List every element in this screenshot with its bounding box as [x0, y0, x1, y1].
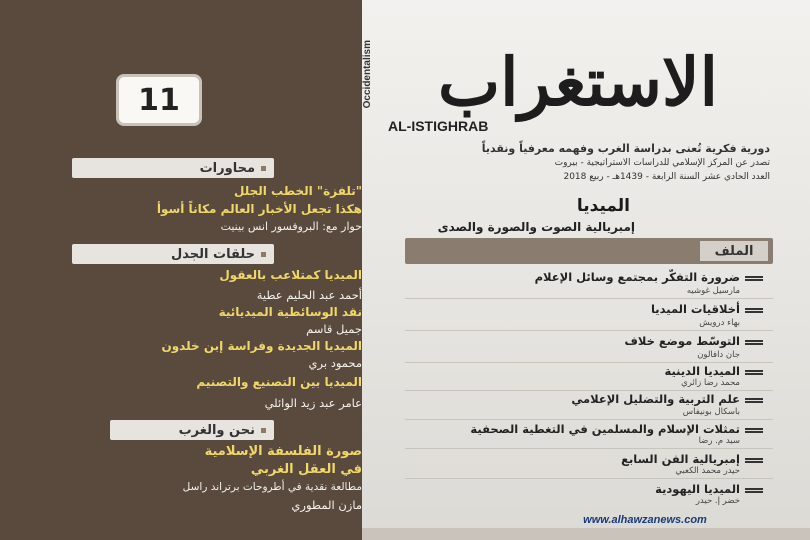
- list-bullet-icon: [745, 488, 763, 494]
- article-subtitle: مطالعة نقدية في أطروحات برتراند راسل: [182, 481, 362, 493]
- article-author: جميل قاسم: [306, 322, 362, 336]
- section-heading-text: حلقات الجدل: [171, 246, 255, 262]
- theme-title: الميديا: [576, 196, 630, 216]
- file-item-author: خضر إ. حيدر: [695, 496, 740, 506]
- divider: [405, 298, 773, 299]
- file-item-author: سيد م. رضا: [698, 436, 740, 446]
- masthead-title: الاستغراب: [438, 43, 718, 121]
- list-bullet-icon: [745, 340, 763, 346]
- article-title: الميديا الجديدة وفراسة إبن خلدون: [161, 339, 362, 353]
- file-item-title: ضرورة التفكّر بمجتمع وسائل الإعلام: [534, 270, 740, 284]
- article-author: عامر عبد زيد الوائلي: [264, 396, 362, 410]
- article-title: هكذا تجعل الأخبار العالم مكاناً أسوأ: [156, 202, 362, 216]
- divider: [405, 448, 773, 449]
- divider: [405, 362, 773, 363]
- file-item-author: محمد رضا زائري: [681, 378, 740, 388]
- article-author: حوار مع: البروفسور انس بينيت: [220, 220, 362, 233]
- list-bullet-icon: [745, 370, 763, 376]
- tagline: دورية فكرية تُعنى بدراسة الغرب وفهمه معرفياً ونقدياً: [481, 142, 770, 155]
- article-title: الميديا كمتلاعب بالعقول: [219, 268, 362, 282]
- section-heading-text: نحن والغرب: [178, 422, 255, 438]
- list-bullet-icon: [745, 428, 763, 434]
- article-author: مازن المطوري: [291, 498, 362, 512]
- file-item-author: حيدر محمد الكعبي: [675, 466, 740, 476]
- masthead-latin: AL-ISTIGHRAB: [388, 118, 489, 134]
- divider: [405, 390, 773, 391]
- divider: [405, 478, 773, 479]
- file-item-title: الميديا الدينية: [664, 364, 740, 378]
- article-author: أحمد عبد الحليم عطية: [256, 288, 362, 302]
- file-item-title: التوسّط موضع خلاف: [624, 334, 740, 348]
- article-title: في العقل الغربي: [250, 462, 362, 477]
- file-item-author: جان دافالون: [697, 350, 740, 360]
- file-item-title: علم التربية والتضليل الإعلامي: [571, 392, 740, 406]
- publisher-line: تصدر عن المركز الإسلامي للدراسات الاستراتيجية - بيروت: [554, 158, 770, 168]
- file-item-author: بهاء درويش: [699, 318, 740, 328]
- list-bullet-icon: [745, 458, 763, 464]
- divider: [405, 419, 773, 420]
- theme-subtitle: إمبريالية الصوت والصورة والصدى: [437, 220, 635, 234]
- article-title: الميديا بين التصنيع والتصنيم: [196, 375, 362, 389]
- article-title: نقد الوسائطية الميديائية: [218, 305, 362, 319]
- website-link[interactable]: www.alhawzanews.com: [583, 514, 707, 526]
- issue-info: العدد الحادي عشر السنة الرابعة - 1439هـ - ربيع 2018: [563, 172, 770, 182]
- masthead-latin-vertical: Occidentalism: [362, 40, 373, 109]
- bullet-icon: [261, 428, 266, 433]
- bullet-icon: [261, 166, 266, 171]
- article-title: صورة الفلسفة الإسلامية: [204, 444, 362, 459]
- list-bullet-icon: [745, 308, 763, 314]
- section-heading-we-and-west: [110, 420, 274, 440]
- file-label: الملف: [700, 241, 768, 261]
- file-item-author: مارسيل غوشيه: [686, 286, 740, 296]
- list-bullet-icon: [745, 276, 763, 282]
- article-author: محمود بري: [308, 356, 362, 370]
- list-bullet-icon: [745, 398, 763, 404]
- section-heading-dialogues: [72, 158, 274, 178]
- divider: [405, 330, 773, 331]
- file-item-title: أخلاقيات الميديا: [650, 302, 740, 316]
- issue-number: 11: [116, 74, 202, 126]
- file-item-title: الميديا اليهودية: [655, 482, 740, 496]
- article-title: "تلفزة" الخطب الجلل: [234, 184, 362, 198]
- file-item-author: باسكال بونيفاس: [682, 407, 740, 417]
- file-item-title: تمثلات الإسلام والمسلمين في التغطية الصحفية: [470, 422, 740, 436]
- section-heading-debates: [72, 244, 274, 264]
- bottom-strip: [362, 528, 810, 540]
- file-item-title: إمبريالية الفن السابع: [621, 452, 740, 466]
- section-heading-text: محاورات: [199, 160, 255, 176]
- bullet-icon: [261, 252, 266, 257]
